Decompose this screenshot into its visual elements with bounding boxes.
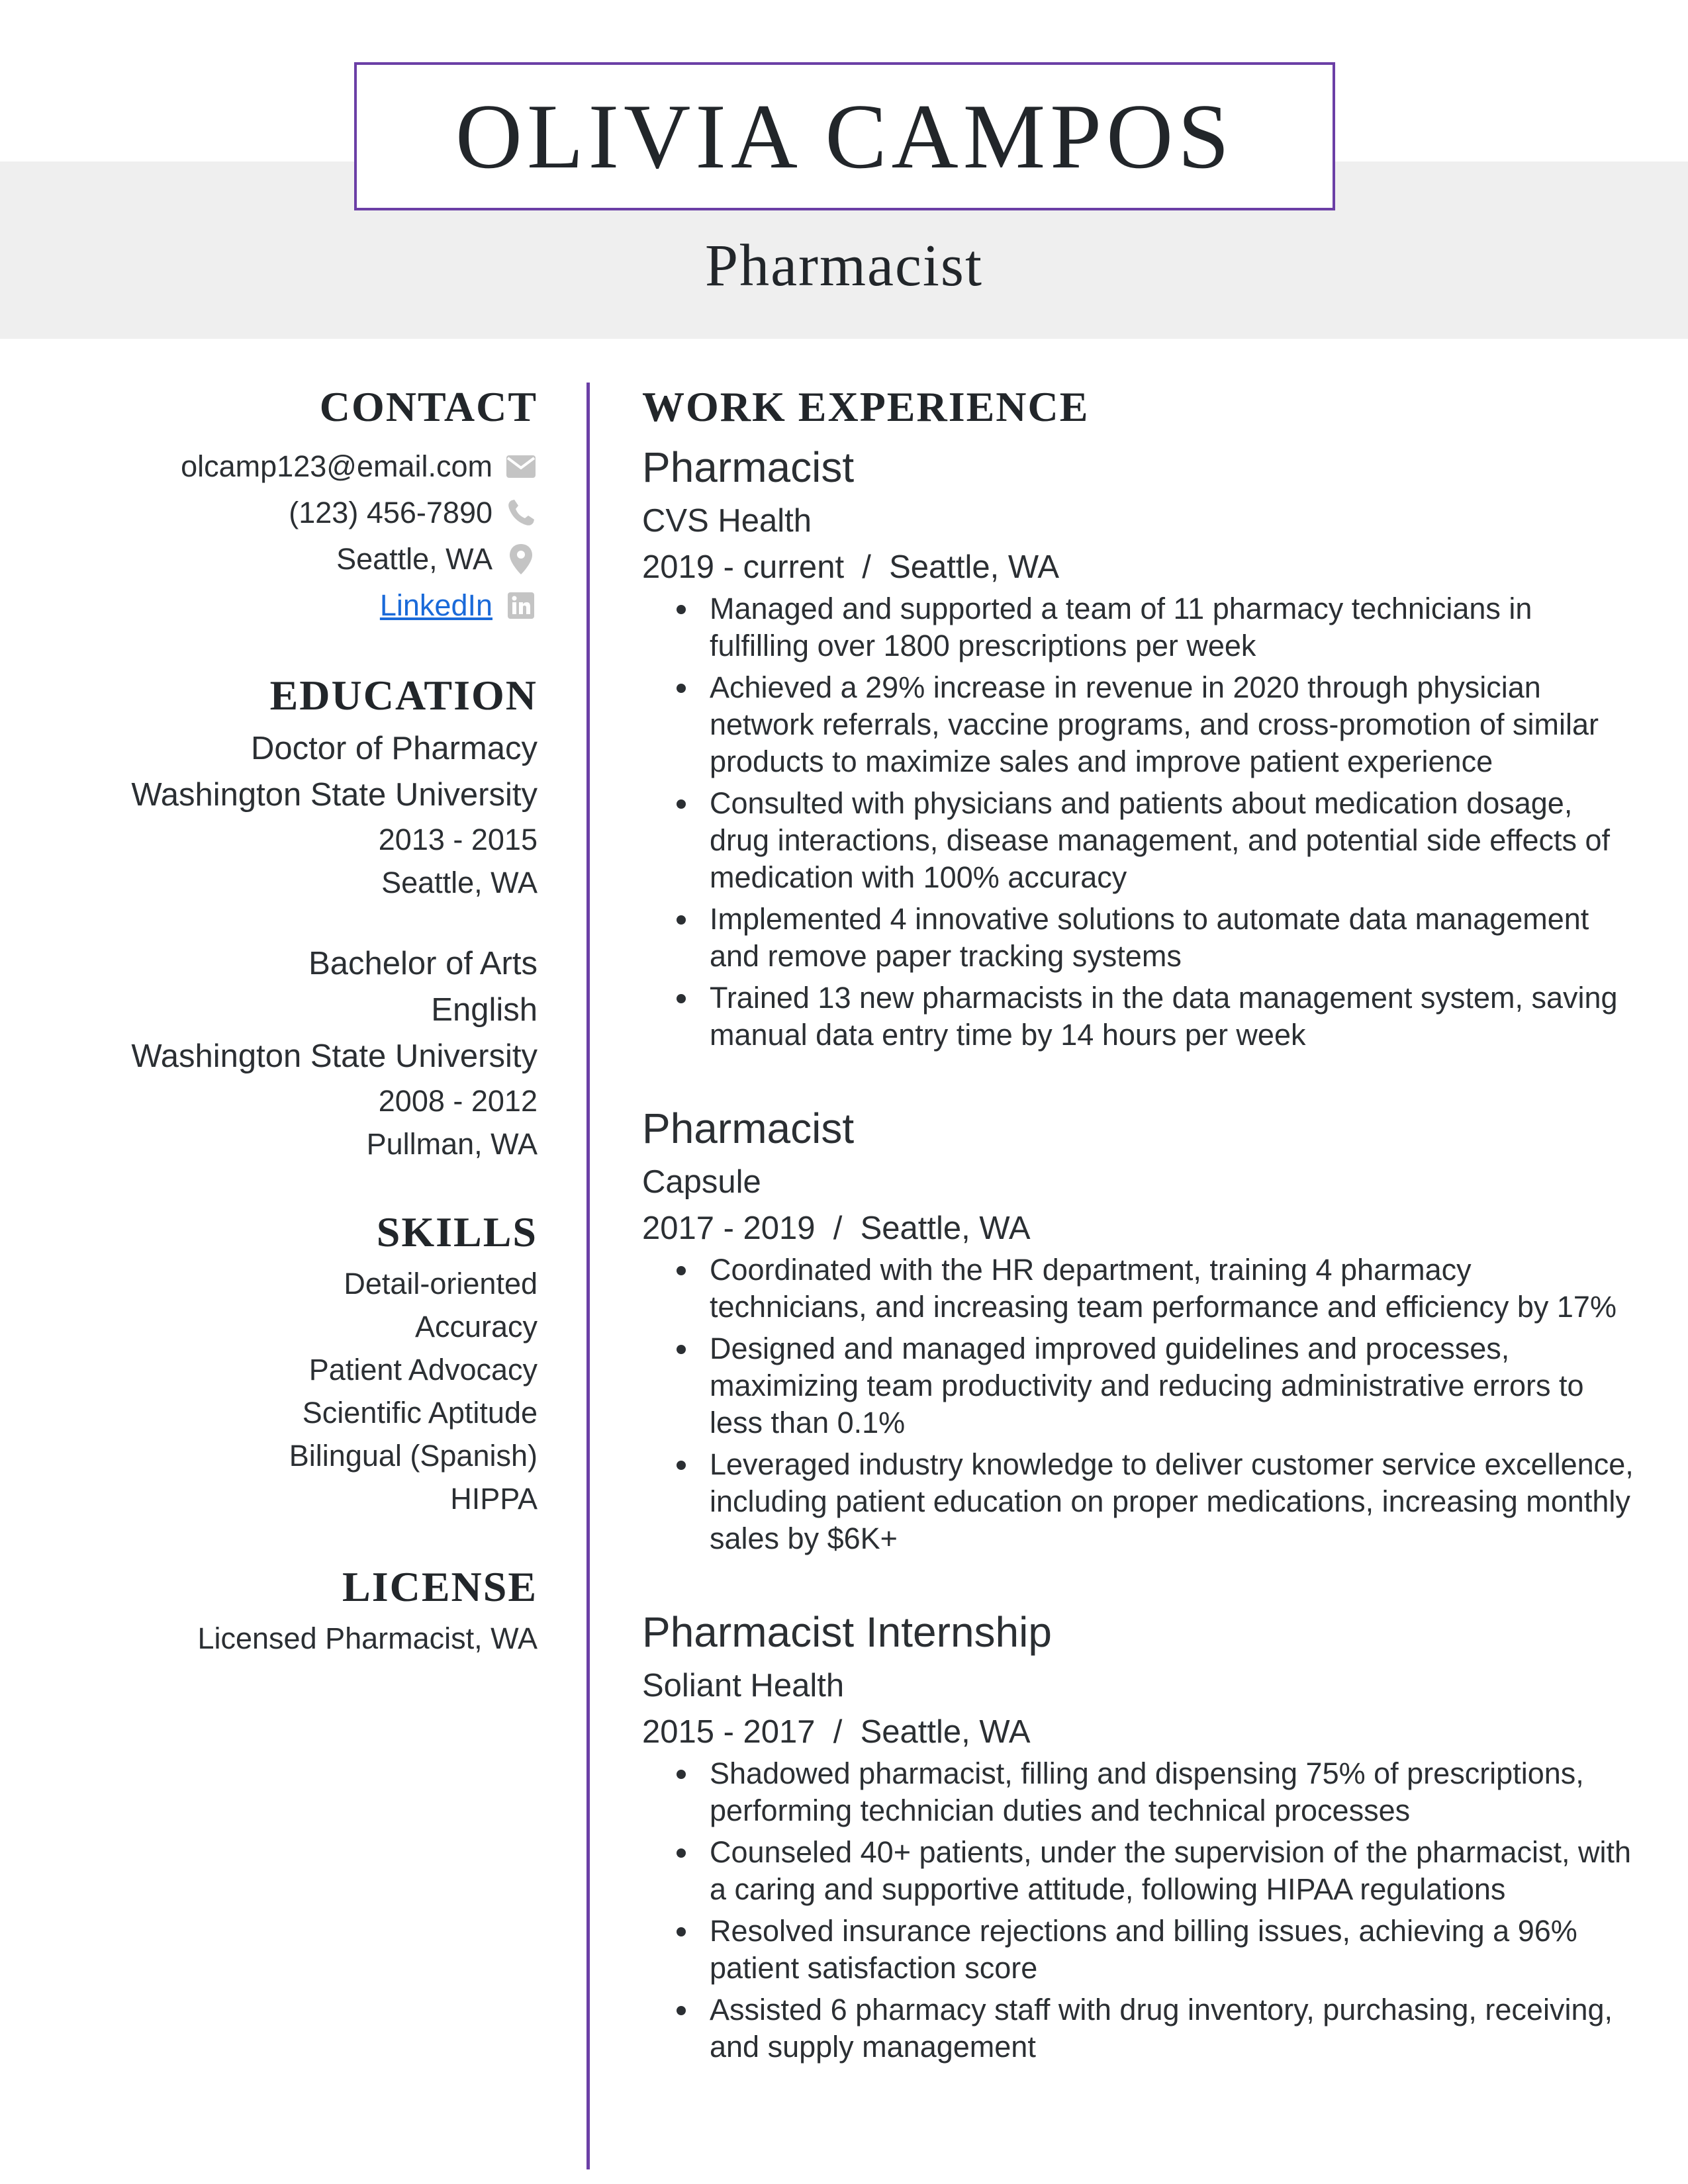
job-meta: 2017 - 2019 / Seattle, WA: [642, 1210, 1031, 1246]
edu-1-years: 2013 - 2015: [378, 823, 538, 856]
bullet-item: Consulted with physicians and patients about medication dosage, drug interactions, disease management, and potential side effects of medication with 100% accuracy: [642, 785, 1635, 896]
bullet-item: Designed and managed improved guidelines and processes, maximizing team productivity and reducing administrative errors to less than 0.1%: [642, 1330, 1635, 1441]
bullet-item: Implemented 4 innovative solutions to automate data management and remove paper tracking systems: [642, 901, 1635, 975]
edu-2-years: 2008 - 2012: [378, 1084, 538, 1118]
skill-item: Accuracy: [414, 1310, 538, 1343]
job-bullets: [642, 1251, 1635, 1557]
job-title: Pharmacist: [642, 1105, 855, 1152]
name-box: [354, 62, 1335, 210]
skill-item: Patient Advocacy: [308, 1353, 538, 1387]
job-entry: [642, 1098, 1635, 1557]
location-text: Seattle, WA: [336, 542, 492, 576]
edu-1-location: Seattle, WA: [381, 866, 538, 899]
bullet-item: Coordinated with the HR department, training 4 pharmacy technicians, and increasing team performance and efficiency by 17%: [642, 1251, 1635, 1326]
bullet-item: Assisted 6 pharmacy staff with drug inventory, purchasing, receiving, and supply management: [642, 1991, 1635, 2066]
job-entry: [642, 1602, 1635, 2066]
bullet-item: Counseled 40+ patients, under the supervision of the pharmacist, with a caring and supportive attitude, following HIPAA regulations: [642, 1834, 1635, 1908]
right-column: [642, 377, 1635, 2070]
skills-heading: SKILLS: [376, 1208, 538, 1255]
job-meta: 2015 - 2017 / Seattle, WA: [642, 1714, 1031, 1750]
job-company: Soliant Health: [642, 1668, 845, 1704]
linkedin-icon: [504, 589, 538, 622]
left-column: [79, 377, 538, 1660]
job-entry: [642, 437, 1635, 1054]
job-title: Pharmacist: [642, 443, 855, 491]
work-heading: WORK EXPERIENCE: [642, 383, 1090, 430]
bullet-item: Managed and supported a team of 11 pharmacy technicians in fulfilling over 1800 prescriptions per week: [642, 590, 1635, 664]
contact-location: [79, 536, 538, 582]
job-bullets: [642, 1755, 1635, 2066]
job-bullets: [642, 590, 1635, 1054]
skill-item: Bilingual (Spanish): [289, 1439, 538, 1473]
edu-2-major: English: [431, 992, 538, 1028]
contact-heading: CONTACT: [319, 383, 538, 430]
contact-phone: [79, 490, 538, 536]
bullet-item: Achieved a 29% increase in revenue in 2020 through physician network referrals, vaccine programs, and cross-promotion of similar products to maximize sales and improve patient experience: [642, 669, 1635, 780]
bullet-item: Trained 13 new pharmacists in the data management system, saving manual data entry time by 14 hours per week: [642, 979, 1635, 1054]
contact-email: [79, 443, 538, 490]
job-company: Capsule: [642, 1164, 761, 1200]
phone-icon: [504, 496, 538, 529]
email-text: olcamp123@email.com: [181, 449, 492, 483]
skill-item: Detail-oriented: [344, 1267, 538, 1300]
location-pin-icon: [504, 543, 538, 576]
edu-1-school: Washington State University: [131, 777, 538, 813]
column-divider: [586, 383, 590, 2169]
bullet-item: Leveraged industry knowledge to deliver customer service excellence, including patient education on proper medications, increasing monthly sales by $6K+: [642, 1446, 1635, 1557]
job-title: Pharmacist Internship: [642, 1608, 1052, 1656]
contact-linkedin[interactable]: [79, 582, 538, 629]
education-heading: EDUCATION: [269, 672, 538, 719]
candidate-name: OLIVIA CAMPOS: [455, 85, 1235, 188]
edu-1-degree: Doctor of Pharmacy: [251, 731, 538, 766]
envelope-icon: [504, 450, 538, 483]
headline-title: Pharmacist: [705, 233, 983, 298]
skill-item: Scientific Aptitude: [302, 1396, 538, 1430]
skill-item: HIPPA: [450, 1482, 538, 1516]
job-company: CVS Health: [642, 503, 812, 539]
bullet-item: Shadowed pharmacist, filling and dispensing 75% of prescriptions, performing technician duties and technical processes: [642, 1755, 1635, 1829]
linkedin-link[interactable]: LinkedIn: [379, 588, 492, 622]
edu-2-degree: Bachelor of Arts: [308, 946, 538, 981]
edu-2-school: Washington State University: [131, 1038, 538, 1074]
job-meta: 2019 - current / Seattle, WA: [642, 549, 1060, 585]
bullet-item: Resolved insurance rejections and billing issues, achieving a 96% patient satisfaction score: [642, 1913, 1635, 1987]
edu-2-location: Pullman, WA: [366, 1127, 538, 1161]
license-item: Licensed Pharmacist, WA: [197, 1621, 538, 1655]
phone-text: (123) 456-7890: [289, 496, 492, 529]
license-heading: LICENSE: [342, 1563, 538, 1610]
